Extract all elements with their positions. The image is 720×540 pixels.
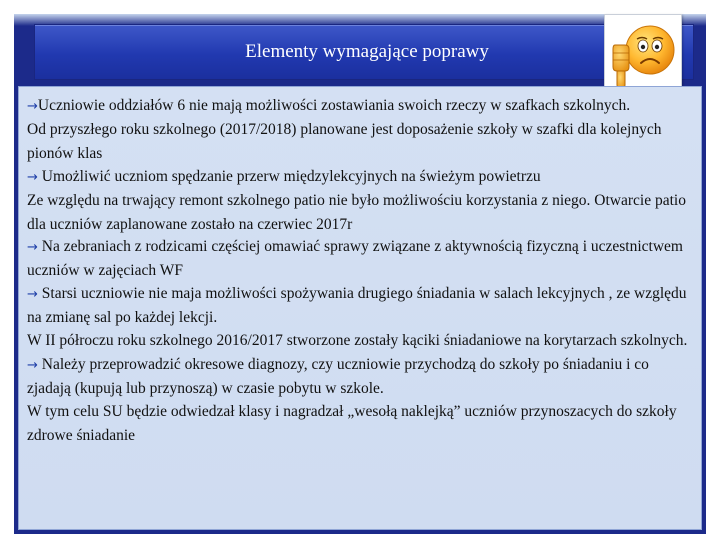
paragraph-text: Umożliwić uczniom spędzanie przerw międzylekcyjnych na świeżym powietrzu xyxy=(37,167,541,185)
paragraph xyxy=(27,236,691,283)
paragraph xyxy=(27,119,691,166)
arrow-right-icon: → xyxy=(27,240,38,256)
paragraph xyxy=(27,166,691,190)
content-box xyxy=(18,86,702,530)
arrow-right-icon: → xyxy=(27,287,38,303)
paragraph-text: Starsi uczniowie nie maja możliwości spożywania drugiego śniadania w salach lekcyjnych , ze względu na zmianę sal po każdej lekcji. xyxy=(27,285,687,327)
title-bar xyxy=(34,24,694,80)
thumbs-down-sad-face-icon xyxy=(605,15,681,91)
arrow-right-icon: → xyxy=(27,99,38,114)
paragraph xyxy=(27,190,691,237)
paragraph-text: Uczniowie oddziałów 6 nie mają możliwości zostawiania swoich rzeczy w szafkach szkolnych. xyxy=(37,97,631,114)
arrow-right-icon: → xyxy=(27,357,38,373)
paragraph-text: Od przyszłego roku szkolnego (2017/2018) planowane jest doposażenie szkoły w szafki dla kolejnych pionów klas xyxy=(27,120,662,162)
paragraph-text: Na zebraniach z rodzicami częściej omawiać sprawy związane z aktywnością fizyczną i uczestnictwem uczniów w zajęciach WF xyxy=(27,238,683,280)
emoji-card xyxy=(604,14,682,92)
arrow-right-icon: → xyxy=(27,169,38,185)
paragraph-text: Należy przeprowadzić okresowe diagnozy, czy uczniowie przychodzą do szkoły po śniadaniu i co zjadają (kupują lub przynoszą) w czasie pobytu w szkole. xyxy=(27,355,649,397)
paragraph-text: Ze względu na trwający remont szkolnego patio nie było możliwościu korzystania z niego. Otwarcie patio dla uczniów zaplanowane zostało na czerwiec 2017r xyxy=(27,191,686,233)
paragraph xyxy=(27,354,691,401)
paragraph-text: W tym celu SU będzie odwiedzał klasy i nagradzał „wesołą naklejką” uczniów przynoszacych do szkoły zdrowe śniadanie xyxy=(27,402,677,444)
paragraph xyxy=(27,95,691,119)
paragraph xyxy=(27,283,691,330)
slide-title: Elementy wymagające poprawy xyxy=(245,41,489,62)
paragraph xyxy=(27,401,691,448)
content-text xyxy=(27,95,691,448)
paragraph-text: W II półroczu roku szkolnego 2016/2017 stworzone zostały kąciki śniadaniowe na korytarzach szkolnych. xyxy=(27,332,688,350)
paragraph xyxy=(27,330,691,354)
